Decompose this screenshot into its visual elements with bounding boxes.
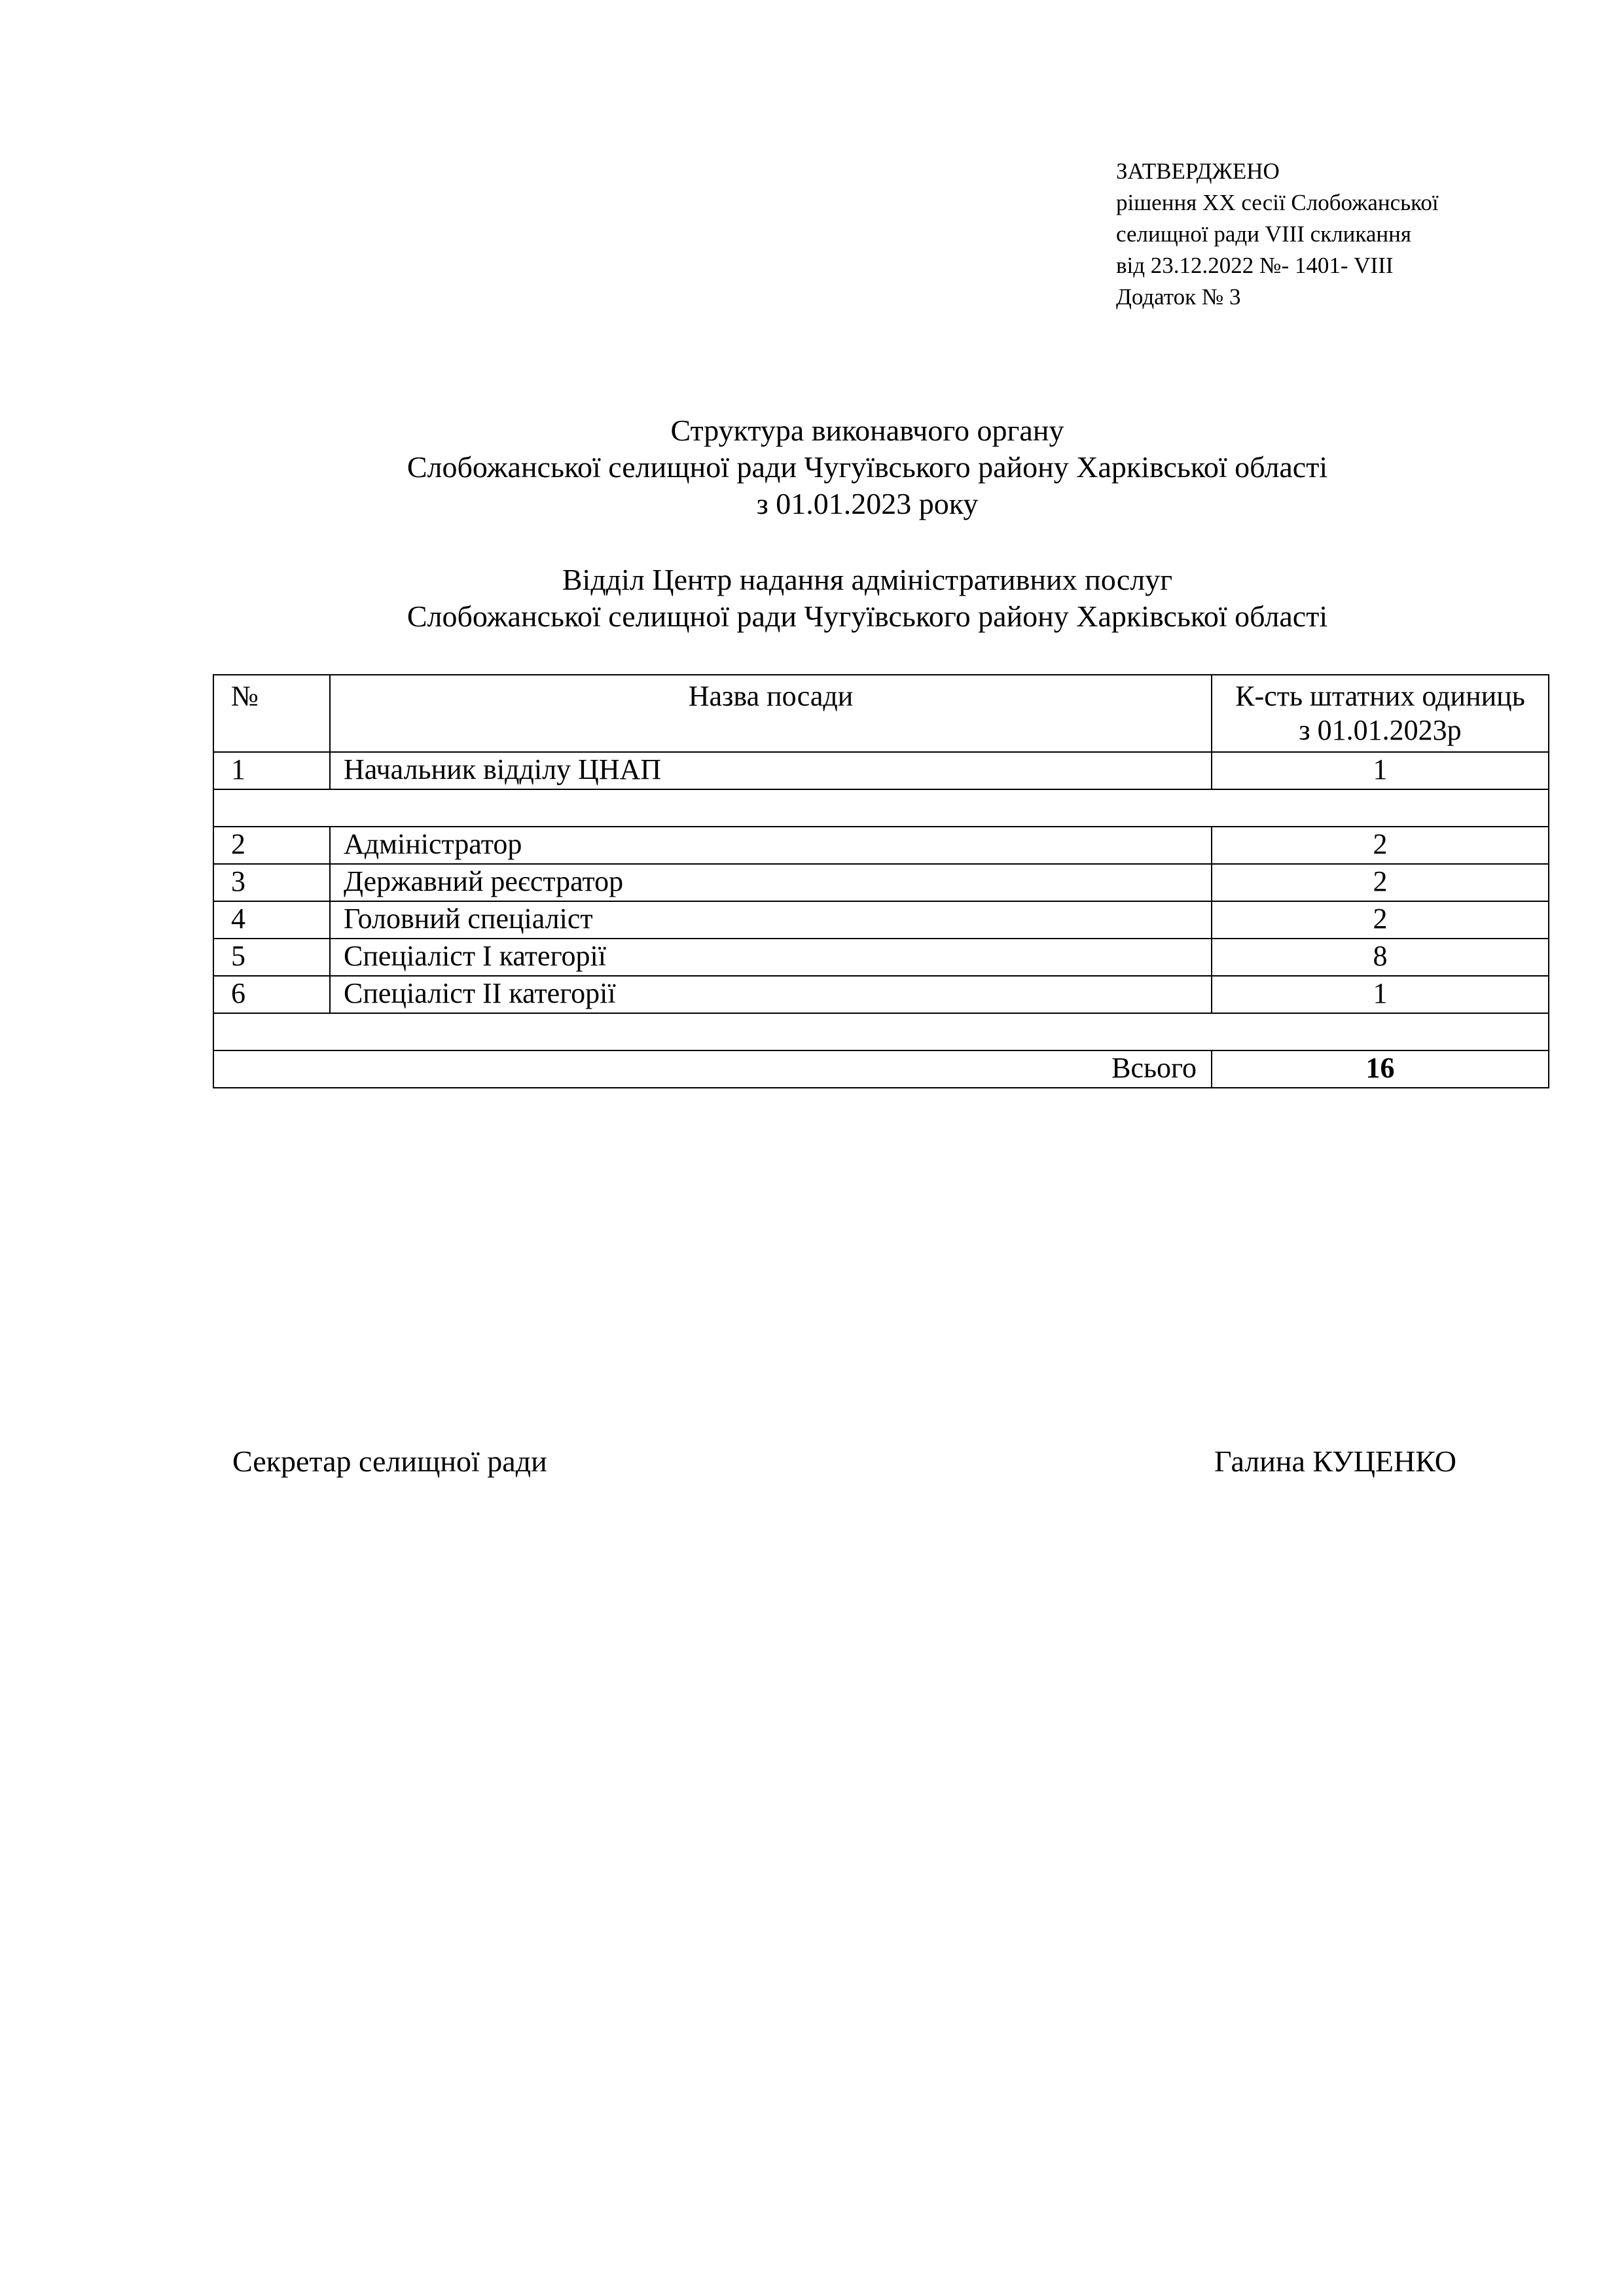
row-position-name: Адміністратор (330, 827, 1212, 864)
row-number: 5 (213, 939, 330, 976)
table-row (213, 827, 1549, 864)
total-label: Всього (213, 1050, 1212, 1088)
header-position-name: Назва посади (330, 675, 1212, 752)
structure-title-line-1: Структура виконавчого органу (670, 414, 1064, 447)
row-staff-count: 1 (1212, 752, 1549, 789)
empty-cell (213, 1013, 1549, 1050)
total-value: 16 (1212, 1050, 1549, 1088)
approval-stamp (1116, 156, 1439, 313)
signature-name: Галина КУЦЕНКО (1214, 1444, 1456, 1478)
header-staff-count-line-1: К-сть штатних одиниць (1235, 680, 1525, 712)
row-staff-count: 2 (1212, 864, 1549, 901)
row-number: 4 (213, 901, 330, 939)
signature-role: Секретар селищної ради (232, 1444, 547, 1478)
row-staff-count: 2 (1212, 827, 1549, 864)
table-header-row (213, 675, 1549, 752)
row-number: 6 (213, 976, 330, 1013)
approval-decision-line: рішення ХХ сесії Слобожанської (1116, 190, 1439, 215)
structure-title-line-2: Слобожанської селищної ради Чугуївського району Харківської області (406, 450, 1328, 484)
staff-table (213, 674, 1549, 1088)
row-position-name: Спеціаліст ІІ категорії (330, 976, 1212, 1013)
table-row (213, 864, 1549, 901)
table-row (213, 752, 1549, 789)
row-staff-count: 1 (1212, 976, 1549, 1013)
row-number: 1 (213, 752, 330, 789)
approval-council-line: селищної ради VІІІ скликання (1116, 221, 1411, 247)
row-staff-count: 2 (1212, 901, 1549, 939)
structure-title-line-3: з 01.01.2023 року (756, 487, 979, 520)
row-position-name: Начальник відділу ЦНАП (330, 752, 1212, 789)
header-staff-count-line-2: з 01.01.2023р (1299, 714, 1462, 746)
table-empty-row (213, 789, 1549, 827)
row-position-name: Державний реєстратор (330, 864, 1212, 901)
header-staff-count (1212, 675, 1549, 752)
empty-cell (213, 789, 1549, 827)
row-number: 2 (213, 827, 330, 864)
row-number: 3 (213, 864, 330, 901)
structure-title (0, 412, 1624, 522)
approval-date-number: від 23.12.2022 №- 1401- VIII (1116, 253, 1394, 278)
row-position-name: Головний спеціаліст (330, 901, 1212, 939)
table-row (213, 976, 1549, 1013)
approval-appendix: Додаток № 3 (1116, 284, 1241, 310)
department-title (0, 562, 1624, 635)
table-empty-row (213, 1013, 1549, 1050)
approval-heading: ЗАТВЕРДЖЕНО (1116, 158, 1280, 184)
header-number: № (213, 675, 330, 752)
department-title-line-2: Слобожанської селищної ради Чугуївського району Харківської області (406, 600, 1328, 633)
table-total-row (213, 1050, 1549, 1088)
department-title-line-1: Відділ Центр надання адміністративних послуг (562, 563, 1173, 596)
row-position-name: Спеціаліст І категорії (330, 939, 1212, 976)
table-row (213, 901, 1549, 939)
row-staff-count: 8 (1212, 939, 1549, 976)
table-row (213, 939, 1549, 976)
